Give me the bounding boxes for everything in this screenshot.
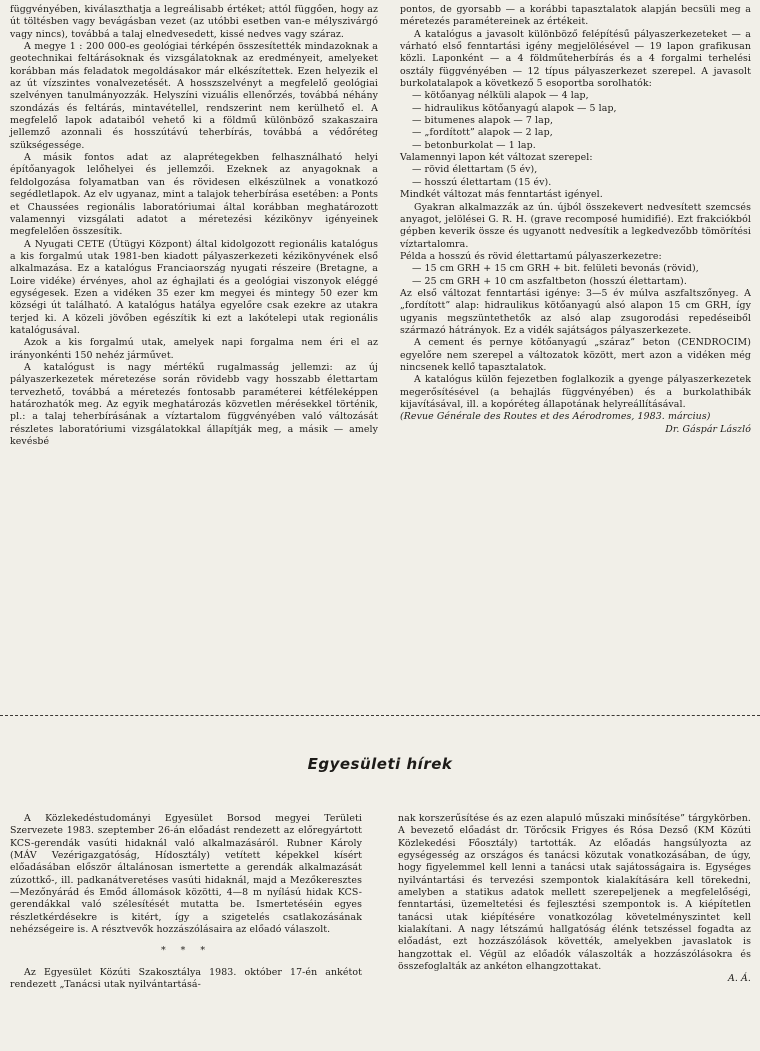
paragraph: Mindkét változat más fenntartást igényel. <box>400 189 603 201</box>
list-item: — hidraulikus kötőanyagú alapok — 5 lap, <box>412 102 617 114</box>
paragraph: Valamennyi lapon két változat szerepel: <box>400 152 593 164</box>
list-item: — 15 cm GRH + 15 cm GRH + bit. felületi bevonás (rövid), <box>412 263 699 275</box>
paragraph: Gyakran alkalmazzák az ún. újból összekevert nedvesített szemcsés anyagot, jelölései G. R. H. (grave recomposé humidifié). Ezt frakciókból gépben keverik össze és ugyanott nedvesítik a legkedvezőbb tömörítési víztartalomra. <box>400 201 751 250</box>
news-column-left <box>10 813 362 991</box>
paragraph: A katalógust is nagy mértékű rugalmasság jellemzi: az új pályaszerkezetek méretezése során rövidebb vagy hosszabb élettartam tervezhető, továbbá a méretezés fontosabb paraméterei kétféleképpen határozhatók meg. Az egyik meghatározás közvetlen mérésekkel történik, pl.: a talaj teherbírásának a víztartalom függvényében való változását részletes laboratóriumi vizsgálatokkal állapítják meg, a másik — amely kevésbé <box>10 361 378 448</box>
list-item: — bitumenes alapok — 7 lap, <box>412 115 554 127</box>
list-item: — „fordított” alapok — 2 lap, <box>412 127 553 139</box>
paragraph: Példa a hosszú és rövid élettartamú pályaszerkezetre: <box>400 250 662 262</box>
list-item: — kötőanyag nélküli alapok — 4 lap, <box>412 90 589 102</box>
paragraph: A cement és pernye kötőanyagú „száraz” beton (CENDROCIM) egyelőre nem szerepel a változatok között, mert azon a vidéken még nincsenek kellő tapasztalatok. <box>400 337 751 373</box>
author-signature: A. Á. <box>728 973 751 985</box>
paragraph: A másik fontos adat az alaprétegekben felhasználható helyi építőanyagok lelőhelyei és jellemzői. Ezeknek az anyagoknak a feldolgozása folyamatban van és rövidesen elkészülnek a vonatkozó segédletlapok. Az elv ugyanaz, mint a talajok teherbírása esetében: a Ponts et Chaussées regionális laboratóriumai által korábban meghatározott valamennyi vizsgálati adatot a méretezési kézikönyv igényeinek megfelelően összesítik. <box>10 152 378 238</box>
source-citation: (Revue Générale des Routes et des Aérodromes, 1983. március) <box>400 411 711 423</box>
list-item: — rövid élettartam (5 év), <box>412 164 538 176</box>
paragraph: Azok a kis forgalmú utak, amelyek napi forgalma nem éri el az irányonkénti 150 nehéz járművet. <box>10 337 378 361</box>
list-item: — betonburkolat — 1 lap. <box>412 139 536 151</box>
paragraph: pontos, de gyorsabb — a korábbi tapasztalatok alapján becsüli meg a méretezés paramétereinek az értékeit. <box>400 4 751 28</box>
paragraph: A Közlekedéstudományi Egyesület Borsod megyei Területi Szervezete 1983. szeptember 26-án előadást rendezett az előregyártott KCS-gerendák vasúti hidaknál való alkalmazásáról. Rubner Károly (MÁV Vezérigazgatóság, Hídosztály) vetített képekkel kísért előadásában először általánosan ismertette a gerendák alkalmazását zúzottkő-, ill. padkanátveretéses vasúti hidaknál, majd a Mezőkeresztes—Mezőnyárád és Emőd állomások közötti, 4—8 m nyílású hidak KCS-gerendákkal való szélesítését mutatta be. Ismertetéséin egyes részletkérdésekre is kitért, így a szigetelés csatlakozásának nehézségeire is. A résztvevők hozzászólásaira az előadó válaszolt. <box>10 813 362 936</box>
article-column-top-right <box>400 4 751 436</box>
section-divider <box>0 715 760 716</box>
section-title: Egyesületi hírek <box>307 755 453 773</box>
paragraph: Az első változat fenntartási igénye: 3—5 év múlva aszfaltszőnyeg. A „fordított” alap: hidraulikus kötőanyagú alsó alapon 15 cm GRH, így ugyanis megszüntethetők az alsó alap zsugorodási repedéseiből származó hátrányok. Ez a vidék sajátságos pályaszerkezete. <box>400 287 751 336</box>
paragraph: Az Egyesület Közúti Szakosztálya 1983. október 17-én ankétot rendezett „Tanácsi utak nyilvántartásá- <box>10 966 362 991</box>
paragraph: A Nyugati CETE (Útügyi Központ) által kidolgozott regionális katalógus a kis forgalmú utak 1981-ben kiadott pályaszerkezeti kézikönyvének első alkalmazása. Ez a katalógus Franciaország nyugati részeire (Bretagne, a Loire vidéke) érvényes, ahol az éghajlati és a geológiai viszonyok eléggé egységesek. Ezen a vidéken 35 ezer km megyei és mintegy 50 ezer km községi út található. A katalógus hatálya egyelőre csak ezekre az utakra terjed ki. A közeli jövőben egészítik ki ezt a lakótelepi utak regionális katalógusával. <box>10 238 378 336</box>
list-item: — 25 cm GRH + 10 cm aszfaltbeton (hosszú élettartam). <box>412 275 687 287</box>
article-column-top-left <box>10 4 378 448</box>
list-item: — hosszú élettartam (15 év). <box>412 176 552 188</box>
separator-stars: * * * <box>160 945 212 957</box>
paragraph: A katalógus a javasolt különböző felépítésű pályaszerkezeteket — a várható első fenntartási igény megjelölésével — 19 lapon grafikusan közli. Laponként — a 4 földműteherbírás és a 4 forgalmi terhelési osztály függvényében — 12 típus pályaszerkezet szerepel. A javasolt burkolatalapok a következő 5 esoportba sorolhatók: <box>400 28 751 90</box>
news-column-right <box>398 813 751 986</box>
author-signature: Dr. Gáspár László <box>665 423 751 435</box>
paragraph: függvényében, kiválaszthatja a legreálisabb értéket; attól függően, hogy az út töltésben vagy bevágásban vezet (az utóbbi esetben van-e mélyszivárgó vagy nincs), továbbá a talaj elnedvesedett, kissé nedves vagy száraz. <box>10 4 378 40</box>
paragraph: A katalógus külön fejezetben foglalkozik a gyenge pályaszerkezetek megerősítésével (a behajlás függvényében) és a burkolathibák kijavításával, ill. a kopóréteg állapotának helyreállításával. <box>400 374 751 410</box>
paragraph: A megye 1 : 200 000-es geológiai térképén összesítették mindazoknak a geotechnikai feltárásoknak és vizsgálatoknak az eredményeit, amelyeket korábban más feladatok megoldásakor már elkészítettek. Ezen helyezik el az út vízszintes vonalvezetését. A hosszszelvényt a megfelelő geológiai szelvényen tanulmányozzák. Helyszíni vizuális ellenőrzés, továbbá néhány szondázás és feltárás, mintavétellel, rendszerint nem kerülhető el. A megfelelő lapok adataiból vehető ki a földmű különböző szakaszaira jellemző azonnali és hosszútávú teherbírás, továbbá a védőréteg szükségessége. <box>10 41 378 151</box>
paragraph: nak korszerűsítése és az ezen alapuló műszaki minősítése” tárgykörben. A bevezető előadást dr. Törőcsik Frigyes és Rósa Dezső (KM Közúti Közlekedési Főosztály) tartották. Az előadás hangsúlyozta az egységesség az országos és tanácsi közutak vonatkozásában, de úgy, hogy figyelemmel kell lenni a tanácsi utak sajátosságaira is. Egységes nyilvántartási és tervezési szempontok kialakítására kell törekedni, amelyben a statikus adatok mellett szerepeljenek a megfelelőségi, fenntartási, üzemeltetési és fejlesztési szempontok is. A kiépítetlen tanácsi utak kiépítésére vonatkozólag követelményszintet kell kialakítani. A nagy létszámú hallgatóság élénk tetszéssel fogadta az előadást, ezt hozzászólások követték, amelyekben javaslatok is hangzottak el. Végül az előadók válaszolták a hozzászólásokra és összefoglalták az ankéton elhangzottakat. <box>398 813 751 973</box>
